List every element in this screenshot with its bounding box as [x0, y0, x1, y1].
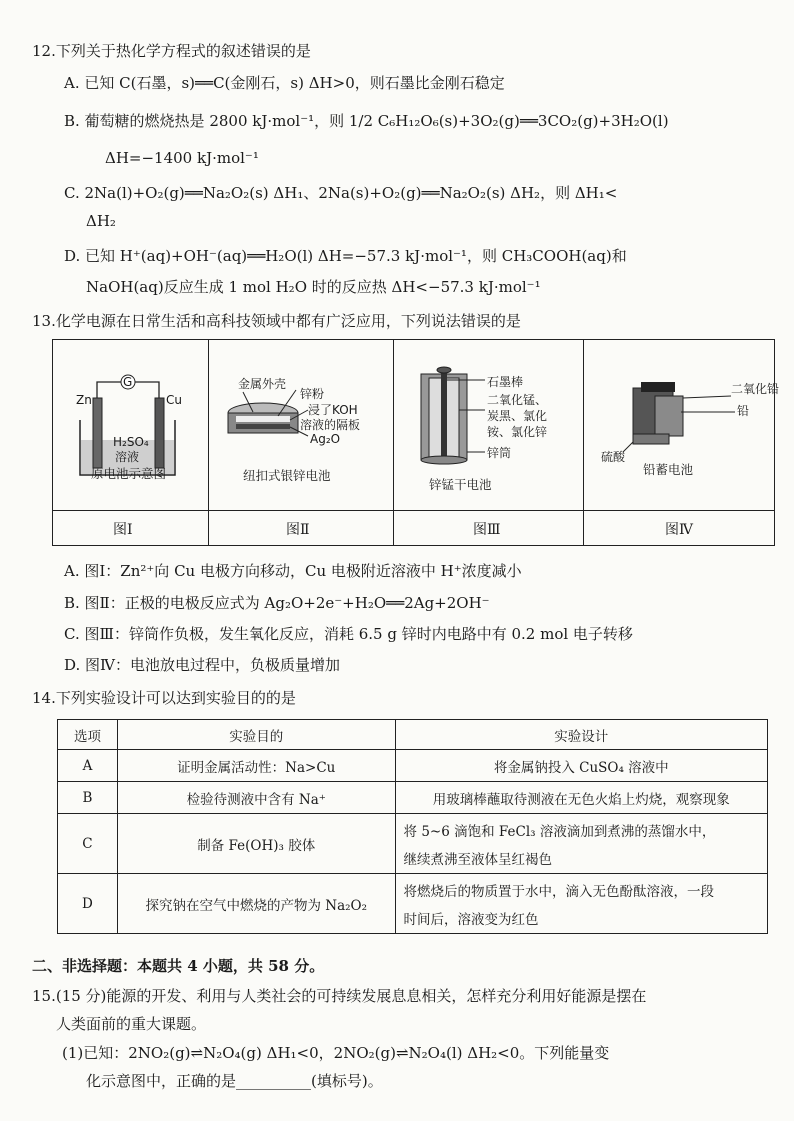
- metal-shell-label: 金属外壳: [238, 377, 287, 391]
- q12-stem: 12.下列关于热化学方程式的叙述错误的是: [32, 42, 311, 60]
- table-row: [58, 874, 768, 934]
- table-row: [58, 750, 768, 782]
- q13-option-a: A. 图Ⅰ：Zn²⁺向 Cu 电极方向移动，Cu 电极附近溶液中 H⁺浓度减小: [64, 562, 522, 580]
- row-design-line2: 继续煮沸至液体呈红褐色: [403, 851, 553, 868]
- section-2-heading: 二、非选择题：本题共 4 小题，共 58 分。: [32, 957, 325, 975]
- q12-option-c-line1: C. 2Na(l)+O₂(g)══Na₂O₂(s) ΔH₁、2Na(s)+O₂(g)══Na₂O₂(s) ΔH₂，则 ΔH₁<: [64, 184, 618, 202]
- table-row: [58, 782, 768, 814]
- header-option: 选项: [58, 720, 118, 750]
- q12-option-a: A. 已知 C(石墨，s)══C(金刚石，s) ΔH>0，则石墨比金刚石稳定: [64, 74, 505, 92]
- row-goal: 证明金属活动性：Na>Cu: [117, 750, 395, 782]
- figure-1-caption: 图Ⅰ: [113, 522, 133, 538]
- row-design-line1: 将 5~6 滴饱和 FeCl₃ 溶液滴加到煮沸的蒸馏水中，: [403, 823, 716, 840]
- q15-line2: 人类面前的重大课题。: [56, 1015, 207, 1033]
- experiment-table: [57, 719, 768, 934]
- header-goal: 实验目的: [117, 720, 395, 750]
- pbo2-label: 二氧化铅: [731, 382, 780, 396]
- lead-label: 铅: [737, 404, 750, 418]
- row-option: B: [58, 782, 118, 814]
- row-design-line1: 将燃烧后的物质置于水中，滴入无色酚酞溶液，一段: [403, 883, 715, 900]
- row-goal: 制备 Fe(OH)₃ 胶体: [117, 814, 395, 874]
- h2so4-label: H₂SO₄: [113, 435, 149, 449]
- sulfuric-acid-label: 硫酸: [601, 450, 626, 464]
- row-design: 将金属钠投入 CuSO₄ 溶液中: [395, 750, 767, 782]
- figure-3-title: 锌锰干电池: [429, 477, 492, 492]
- galvanic-cell-diagram: [53, 340, 208, 510]
- graphite-rod-label: 石墨棒: [487, 375, 524, 389]
- row-option: D: [58, 874, 118, 934]
- koh-label: 浸了KOH: [308, 403, 358, 417]
- separator-label: 溶液的隔板: [300, 418, 361, 432]
- lead-acid-battery-diagram: [583, 340, 774, 510]
- figure-4-caption: 图Ⅳ: [665, 522, 693, 538]
- figure-4-cell: [583, 340, 780, 510]
- header-design: 实验设计: [395, 720, 767, 750]
- table-header-row: [58, 720, 768, 750]
- solution-label: 溶液: [115, 450, 140, 464]
- q12-option-c-line2: ΔH₂: [86, 212, 116, 230]
- mno2-label: 二氧化锰、: [487, 393, 548, 407]
- figure-1-title: 原电池示意图: [91, 466, 167, 481]
- row-option: C: [58, 814, 118, 874]
- zn-electrode-label: Zn: [76, 393, 92, 407]
- row-design: 用玻璃棒蘸取待测液在无色火焰上灼烧，观察现象: [395, 782, 767, 814]
- figure-3-caption: 图Ⅲ: [473, 522, 501, 538]
- figure-2-title: 纽扣式银锌电池: [243, 468, 331, 483]
- q15-part1-line1: (1)已知：2NO₂(g)⇌N₂O₄(g) ΔH₁<0，2NO₂(g)⇌N₂O₄(l) ΔH₂<0。下列能量变: [62, 1044, 610, 1062]
- ag2o-label: Ag₂O: [310, 432, 341, 446]
- figure-2-caption: 图Ⅱ: [286, 522, 310, 538]
- zinc-can-label: 锌筒: [487, 446, 512, 460]
- figure-1-cell: [53, 340, 209, 510]
- row-goal: 检验待测液中含有 Na⁺: [117, 782, 395, 814]
- q12-option-d-line1: D. 已知 H⁺(aq)+OH⁻(aq)══H₂O(l) ΔH=−57.3 kJ·mol⁻¹，则 CH₃COOH(aq)和: [64, 247, 627, 265]
- figure-caption-row: [53, 510, 774, 546]
- row-design-line2: 时间后，溶液变为红色: [403, 911, 539, 928]
- figure-3-cell: [393, 340, 584, 510]
- q15-line1: 15.(15 分)能源的开发、利用与人类社会的可持续发展息息相关，怎样充分利用好能源是摆在: [32, 987, 647, 1005]
- battery-figure-table: [52, 339, 780, 546]
- row-option: A: [58, 750, 118, 782]
- q13-option-d: D. 图Ⅳ：电池放电过程中，负极质量增加: [64, 656, 341, 674]
- q12-option-b-line1: B. 葡萄糖的燃烧热是 2800 kJ·mol⁻¹，则 1/2 C₆H₁₂O₆(s)+3O₂(g)══3CO₂(g)+3H₂O(l): [64, 112, 669, 130]
- carbon-black-label: 炭黑、氯化: [487, 409, 548, 423]
- figure-2-cell: [208, 340, 394, 510]
- q14-stem: 14.下列实验设计可以达到实验目的的是: [32, 689, 296, 707]
- q15-part1-line2: 化示意图中，正确的是__________(填标号)。: [86, 1072, 383, 1090]
- cu-electrode-label: Cu: [166, 393, 182, 407]
- zinc-powder-label: 锌粉: [300, 387, 325, 401]
- row-design: [395, 874, 767, 934]
- row-design: [395, 814, 767, 874]
- table-row: [58, 814, 768, 874]
- q13-option-c: C. 图Ⅲ：锌筒作负极，发生氧化反应，消耗 6.5 g 锌时内电路中有 0.2 mol 电子转移: [64, 625, 633, 643]
- q12-option-b-line2: ΔH=−1400 kJ·mol⁻¹: [105, 149, 259, 167]
- q12-option-d-line2: NaOH(aq)反应生成 1 mol H₂O 时的反应热 ΔH<−57.3 kJ·mol⁻¹: [86, 278, 541, 296]
- nh4cl-zncl2-label: 铵、氯化锌: [487, 425, 548, 439]
- galvanometer-label: G: [123, 375, 133, 389]
- q13-option-b: B. 图Ⅱ：正极的电极反应式为 Ag₂O+2e⁻+H₂O══2Ag+2OH⁻: [64, 594, 490, 612]
- figure-4-title: 铅蓄电池: [643, 462, 694, 477]
- q13-stem: 13.化学电源在日常生活和高科技领域中都有广泛应用，下列说法错误的是: [32, 312, 521, 330]
- row-goal: 探究钠在空气中燃烧的产物为 Na₂O₂: [117, 874, 395, 934]
